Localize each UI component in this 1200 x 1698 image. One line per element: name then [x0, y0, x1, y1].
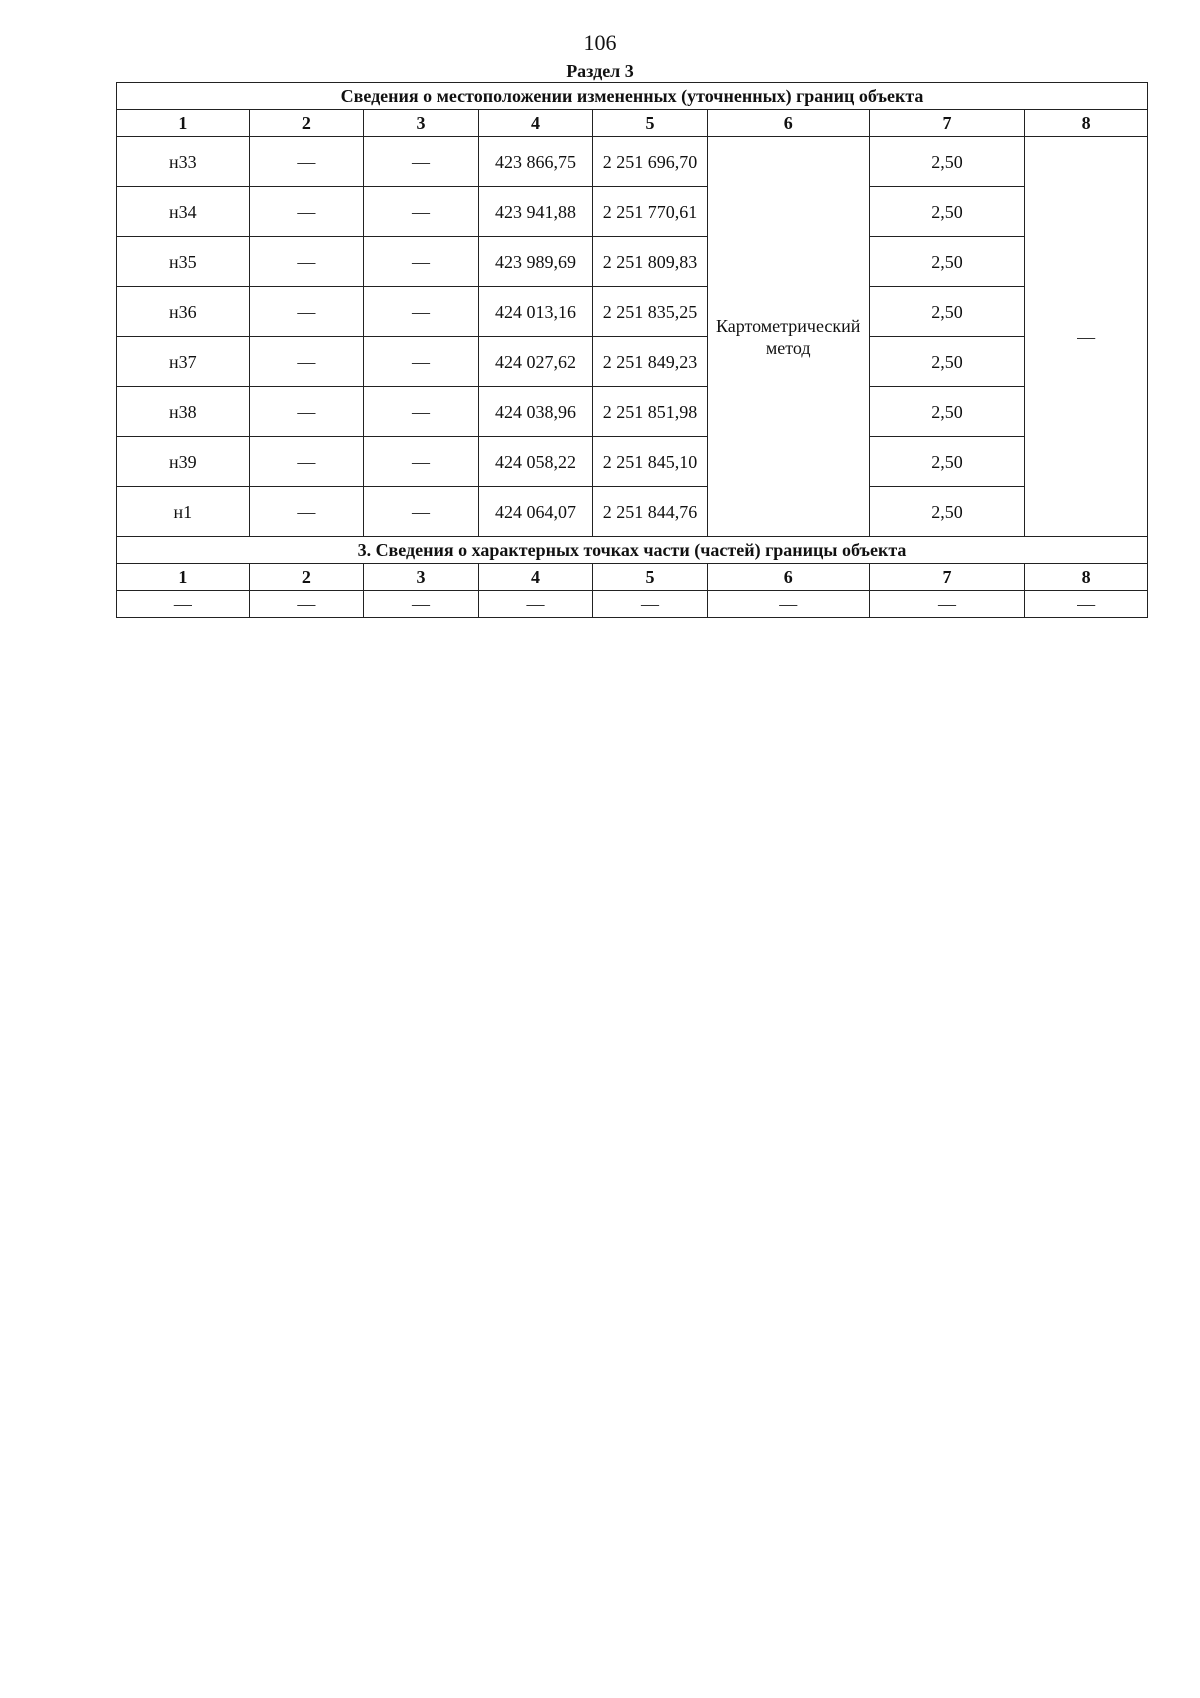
- empty-cell: —: [249, 437, 364, 487]
- y-coordinate-cell: 2 251 835,25: [593, 287, 708, 337]
- empty-cell: —: [364, 137, 479, 187]
- table2-header-cell: 1: [117, 564, 250, 591]
- table-row: [117, 437, 1148, 487]
- section-title: Раздел 3: [566, 61, 634, 81]
- table2-header-cell: 2: [249, 564, 364, 591]
- table1-header-cell: 6: [707, 110, 869, 137]
- accuracy-cell: 2,50: [869, 487, 1025, 537]
- page-number: 106: [583, 30, 617, 55]
- table-row: [117, 337, 1148, 387]
- accuracy-cell: 2,50: [869, 237, 1025, 287]
- accuracy-cell: 2,50: [869, 387, 1025, 437]
- x-coordinate-cell: 424 013,16: [478, 287, 593, 337]
- table-row: [117, 287, 1148, 337]
- point-cell: н1: [117, 487, 250, 537]
- y-coordinate-cell: 2 251 770,61: [593, 187, 708, 237]
- table2-header-cell: 6: [707, 564, 869, 591]
- x-coordinate-cell: 424 058,22: [478, 437, 593, 487]
- x-coordinate-cell: 423 989,69: [478, 237, 593, 287]
- table-row: [117, 237, 1148, 287]
- y-coordinate-cell: 2 251 851,98: [593, 387, 708, 437]
- point-cell: н37: [117, 337, 250, 387]
- point-cell: н33: [117, 137, 250, 187]
- table2-header-cell: 3: [364, 564, 479, 591]
- empty-cell: —: [364, 187, 479, 237]
- table2-caption: 3. Сведения о характерных точках части (частей) границы объекта: [117, 537, 1148, 564]
- x-coordinate-cell: 423 866,75: [478, 137, 593, 187]
- table2-header-cell: 4: [478, 564, 593, 591]
- empty-cell: —: [364, 287, 479, 337]
- table-row: [117, 487, 1148, 537]
- point-cell: н35: [117, 237, 250, 287]
- column8-cell: —: [1025, 137, 1148, 537]
- point-cell: н36: [117, 287, 250, 337]
- empty-cell: —: [364, 337, 479, 387]
- table1-header-row: [117, 110, 1148, 137]
- table1-header-cell: 8: [1025, 110, 1148, 137]
- empty-cell: —: [249, 237, 364, 287]
- empty-cell: —: [249, 337, 364, 387]
- method-cell: Картометрический метод: [707, 137, 869, 537]
- point-cell: н39: [117, 437, 250, 487]
- table2-header-row: [117, 564, 1148, 591]
- table2-caption-row: [117, 537, 1148, 564]
- table1-header-cell: 2: [249, 110, 364, 137]
- table1-caption: Сведения о местоположении измененных (уточненных) границ объекта: [117, 83, 1148, 110]
- empty-cell: —: [249, 487, 364, 537]
- empty-cell: —: [364, 437, 479, 487]
- y-coordinate-cell: 2 251 845,10: [593, 437, 708, 487]
- table2-cell: —: [869, 591, 1025, 618]
- table2-cell: —: [117, 591, 250, 618]
- table2-cell: —: [1025, 591, 1148, 618]
- boundary-table: [116, 82, 1148, 618]
- table2-header-cell: 7: [869, 564, 1025, 591]
- table1-header-cell: 4: [478, 110, 593, 137]
- empty-cell: —: [364, 387, 479, 437]
- accuracy-cell: 2,50: [869, 337, 1025, 387]
- point-cell: н38: [117, 387, 250, 437]
- point-cell: н34: [117, 187, 250, 237]
- table1-header-cell: 1: [117, 110, 250, 137]
- table1-header-cell: 7: [869, 110, 1025, 137]
- x-coordinate-cell: 423 941,88: [478, 187, 593, 237]
- table1-header-cell: 5: [593, 110, 708, 137]
- accuracy-cell: 2,50: [869, 437, 1025, 487]
- y-coordinate-cell: 2 251 809,83: [593, 237, 708, 287]
- empty-cell: —: [249, 187, 364, 237]
- table-body: [117, 83, 1148, 618]
- accuracy-cell: 2,50: [869, 287, 1025, 337]
- x-coordinate-cell: 424 064,07: [478, 487, 593, 537]
- y-coordinate-cell: 2 251 696,70: [593, 137, 708, 187]
- table2-header-cell: 8: [1025, 564, 1148, 591]
- empty-cell: —: [249, 287, 364, 337]
- table1-header-cell: 3: [364, 110, 479, 137]
- table2-cell: —: [364, 591, 479, 618]
- table2-cell: —: [478, 591, 593, 618]
- empty-cell: —: [364, 237, 479, 287]
- accuracy-cell: 2,50: [869, 137, 1025, 187]
- table-row: [117, 137, 1148, 187]
- table1-caption-row: [117, 83, 1148, 110]
- empty-cell: —: [364, 487, 479, 537]
- empty-cell: —: [249, 387, 364, 437]
- accuracy-cell: 2,50: [869, 187, 1025, 237]
- table2-header-cell: 5: [593, 564, 708, 591]
- empty-cell: —: [249, 137, 364, 187]
- table-row: [117, 387, 1148, 437]
- table2-row: [117, 591, 1148, 618]
- table2-cell: —: [249, 591, 364, 618]
- table-row: [117, 187, 1148, 237]
- y-coordinate-cell: 2 251 849,23: [593, 337, 708, 387]
- x-coordinate-cell: 424 027,62: [478, 337, 593, 387]
- x-coordinate-cell: 424 038,96: [478, 387, 593, 437]
- y-coordinate-cell: 2 251 844,76: [593, 487, 708, 537]
- table2-cell: —: [593, 591, 708, 618]
- table2-cell: —: [707, 591, 869, 618]
